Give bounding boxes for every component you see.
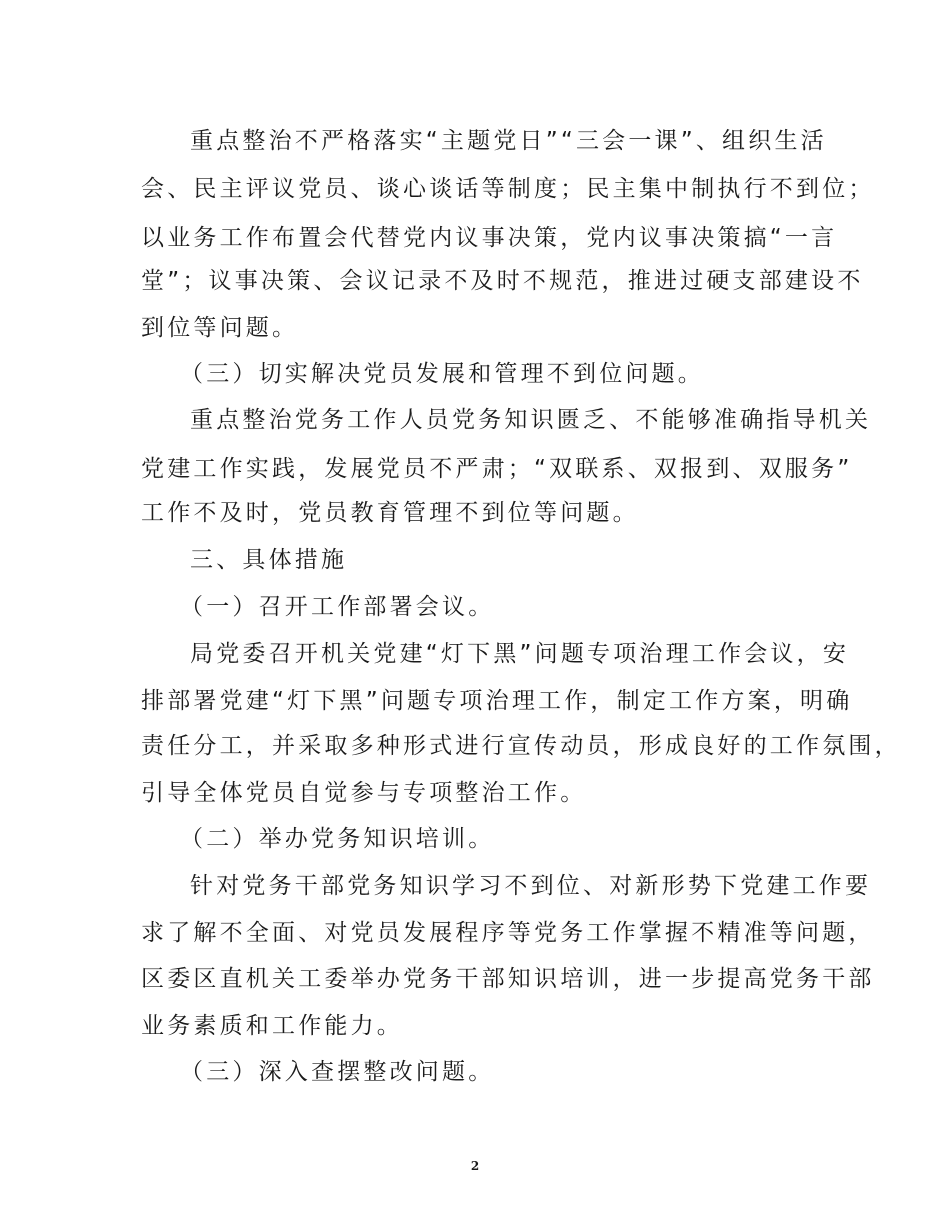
paragraph-line: 会、民主评议党员、谈心谈话等制度；民主集中制执行不到位；: [141, 176, 875, 202]
paragraph-line: 重点整治党务工作人员党务知识匮乏、不能够准确指导机关: [190, 407, 872, 433]
paragraph-line: 重点整治不严格落实“主题党日”“三会一课”、组织生活: [190, 128, 827, 154]
paragraph-line: 责任分工，并采取多种形式进行宣传动员，形成良好的工作氛围，: [141, 733, 901, 759]
paragraph-line: 堂”；议事决策、会议记录不及时不规范，推进过硬支部建设不: [141, 268, 864, 294]
page-number: 2: [470, 1159, 480, 1173]
section-heading: （一）召开工作部署会议。: [180, 594, 495, 620]
paragraph-line: 引导全体党员自觉参与专项整治工作。: [141, 780, 587, 806]
paragraph-line: 业务素质和工作能力。: [141, 1013, 403, 1039]
paragraph-line: 工作不及时，党员教育管理不到位等问题。: [141, 500, 639, 526]
paragraph-line: 党建工作实践，发展党员不严肃；“双联系、双报到、双服务”: [141, 456, 853, 482]
paragraph-line: 针对党务干部党务知识学习不到位、对新形势下党建工作要: [190, 873, 872, 899]
paragraph-line: 到位等问题。: [141, 315, 299, 341]
section-heading: （三）切实解决党员发展和管理不到位问题。: [180, 361, 704, 387]
section-heading: 三、具体措施: [190, 547, 348, 573]
paragraph-line: 局党委召开机关党建“灯下黑”问题专项治理工作会议，安: [190, 641, 850, 667]
paragraph-line: 求了解不全面、对党员发展程序等党务工作掌握不精准等问题，: [141, 920, 875, 946]
paragraph-line: 排部署党建“灯下黑”问题专项治理工作，制定工作方案，明确: [141, 688, 853, 714]
paragraph-line: 以业务工作布置会代替党内议事决策，党内议事决策搞“一言: [141, 225, 838, 251]
section-heading: （三）深入查摆整改问题。: [180, 1059, 495, 1085]
paragraph-line: 区委区直机关工委举办党务干部知识培训，进一步提高党务干部: [141, 966, 875, 992]
section-heading: （二）举办党务知识培训。: [180, 826, 495, 852]
